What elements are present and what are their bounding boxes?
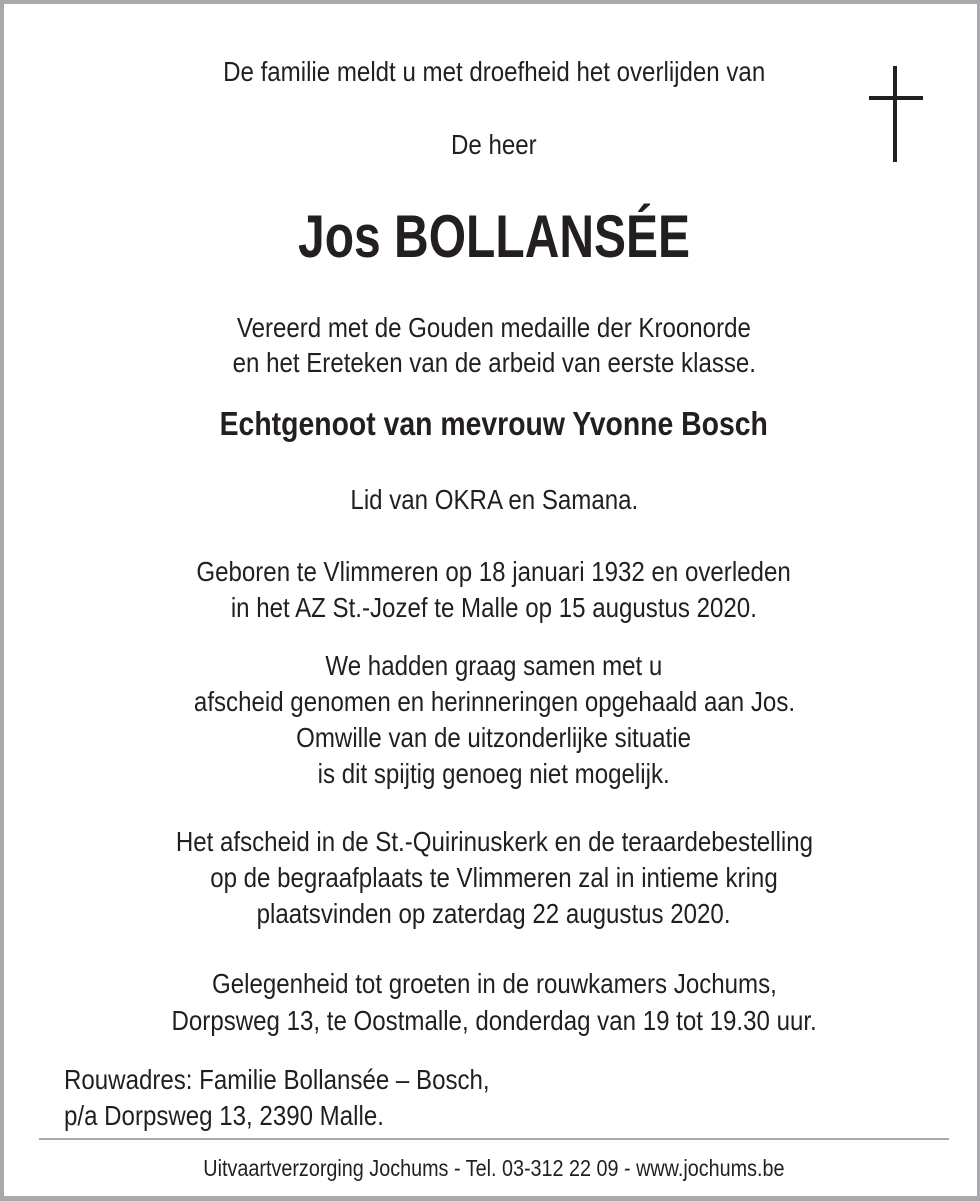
- deceased-name: Jos BOLLANSÉE: [297, 203, 691, 270]
- funeral-line-2: op de begraafplaats te Vlimmeren zal in intieme kring: [210, 862, 778, 893]
- salutation: De heer: [451, 129, 537, 160]
- address-line-1: Rouwadres: Familie Bollansée – Bosch,: [64, 1064, 490, 1095]
- footer-divider: [39, 1138, 949, 1140]
- message-line-1: We hadden graag samen met u: [325, 650, 663, 681]
- visitation-line-2: Dorpsweg 13, te Oostmalle, donderdag van 19 tot 19.30 uur.: [171, 1005, 817, 1036]
- message-line-3: Omwille van de uitzonderlijke situatie: [296, 722, 692, 753]
- membership-line: Lid van OKRA en Samana.: [350, 484, 638, 515]
- funeral-line-1: Het afscheid in de St.-Quirinuskerk en de teraardebestelling: [175, 826, 813, 857]
- cross-icon-bar: [869, 96, 923, 100]
- message-line-2: afscheid genomen en herinneringen opgehaald aan Jos.: [193, 686, 795, 717]
- intro-text: De familie meldt u met droefheid het overlijden van: [222, 56, 766, 87]
- birth-death-line-1: Geboren te Vlimmeren op 18 januari 1932 en overleden: [196, 556, 792, 587]
- honors-line-1: Vereerd met de Gouden medaille der Kroonorde: [236, 312, 752, 343]
- visitation-line-1: Gelegenheid tot groeten in de rouwkamers Jochums,: [211, 968, 777, 999]
- message-line-4: is dit spijtig genoeg niet mogelijk.: [317, 758, 671, 789]
- spouse-line: Echtgenoot van mevrouw Yvonne Bosch: [219, 405, 769, 442]
- address-line-2: p/a Dorpsweg 13, 2390 Malle.: [64, 1100, 384, 1131]
- birth-death-line-2: in het AZ St.-Jozef te Malle op 15 augustus 2020.: [230, 592, 758, 623]
- honors-line-2: en het Ereteken van de arbeid van eerste klasse.: [232, 347, 756, 378]
- funeral-line-3: plaatsvinden op zaterdag 22 augustus 2020.: [257, 898, 731, 929]
- funeral-home-footer: Uitvaartverzorging Jochums - Tel. 03-312 22 09 - www.jochums.be: [203, 1155, 785, 1181]
